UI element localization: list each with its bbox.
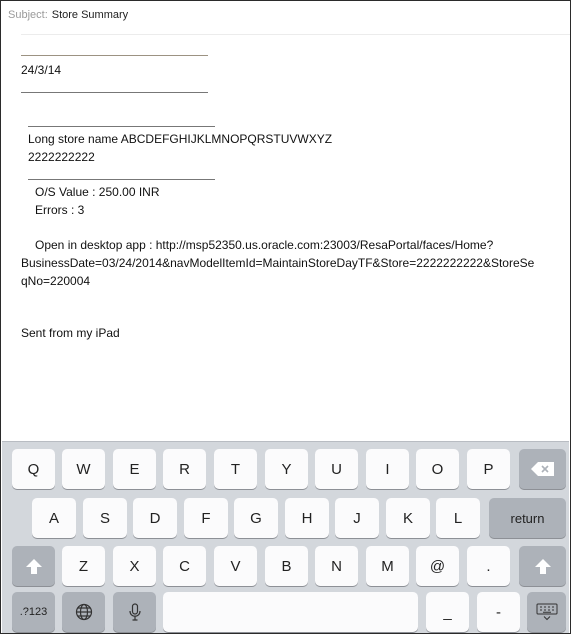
key-e[interactable]: E [113,449,156,489]
keyboard-dismiss-key[interactable] [527,592,566,632]
microphone-icon [129,603,141,621]
subject-field[interactable] [8,9,128,21]
key-t[interactable]: T [214,449,257,489]
key-v[interactable]: V [214,546,257,586]
subject-label: Subject: [8,9,48,21]
subject-value[interactable]: Store Summary [51,9,129,21]
globe-key[interactable] [62,592,105,632]
key-i[interactable]: I [366,449,409,489]
key-m[interactable]: M [366,546,409,586]
dictation-key[interactable] [113,592,156,632]
shift-key-left[interactable] [12,546,55,586]
key-z[interactable]: Z [62,546,105,586]
key-f[interactable]: F [184,498,228,538]
key-c[interactable]: C [163,546,206,586]
key-l[interactable]: L [436,498,480,538]
key-o[interactable]: O [416,449,459,489]
subject-divider [21,34,570,35]
shift-key-right[interactable] [519,546,566,586]
key-p[interactable]: P [467,449,510,489]
backspace-key[interactable] [519,449,566,489]
os-value-text: O/S Value : 250.00 INR [35,185,160,199]
store-id-text: 2222222222 [28,150,95,164]
key-g[interactable]: G [234,498,278,538]
backspace-icon [531,462,555,476]
key-dash[interactable]: - [477,592,520,632]
key-a[interactable]: A [32,498,76,538]
key-n[interactable]: N [315,546,358,586]
date-rule-top [21,55,208,56]
date-rule-bottom [21,92,208,93]
keyboard-dismiss-icon [536,603,558,621]
key-u[interactable]: U [315,449,358,489]
onscreen-keyboard [2,441,569,634]
space-bar[interactable] [163,592,418,632]
return-key[interactable]: return [489,498,566,538]
store-rule-top [28,126,215,127]
key-y[interactable]: Y [265,449,308,489]
errors-text: Errors : 3 [35,203,85,217]
key-x[interactable]: X [113,546,156,586]
store-name-text: Long store name ABCDEFGHIJKLMNOPQRSTUVWXYZ [28,132,333,146]
key-h[interactable]: H [285,498,329,538]
shift-icon [26,559,42,574]
desktop-link-line-2[interactable]: BusinessDate=03/24/2014&navModelItemId=MaintainStoreDayTF&Store=2222222222&StoreSe [21,256,535,270]
store-rule-bottom [28,179,215,180]
globe-icon [75,603,93,621]
key-b[interactable]: B [265,546,308,586]
key-k[interactable]: K [386,498,430,538]
desktop-link-line-3[interactable]: qNo=220004 [21,274,91,288]
numbers-key[interactable]: .?123 [12,592,55,632]
key-q[interactable]: Q [12,449,55,489]
key-period[interactable]: . [467,546,510,586]
key-at[interactable]: @ [416,546,459,586]
signature-text: Sent from my iPad [21,326,120,340]
date-text: 24/3/14 [21,63,62,77]
desktop-link-line-1[interactable]: Open in desktop app : http://msp52350.us.oracle.com:23003/ResaPortal/faces/Home? [35,238,494,252]
key-j[interactable]: J [335,498,379,538]
key-s[interactable]: S [83,498,127,538]
key-d[interactable]: D [133,498,177,538]
shift-icon [535,559,551,574]
key-r[interactable]: R [163,449,206,489]
key-w[interactable]: W [62,449,105,489]
key-underscore[interactable]: _ [426,592,469,632]
